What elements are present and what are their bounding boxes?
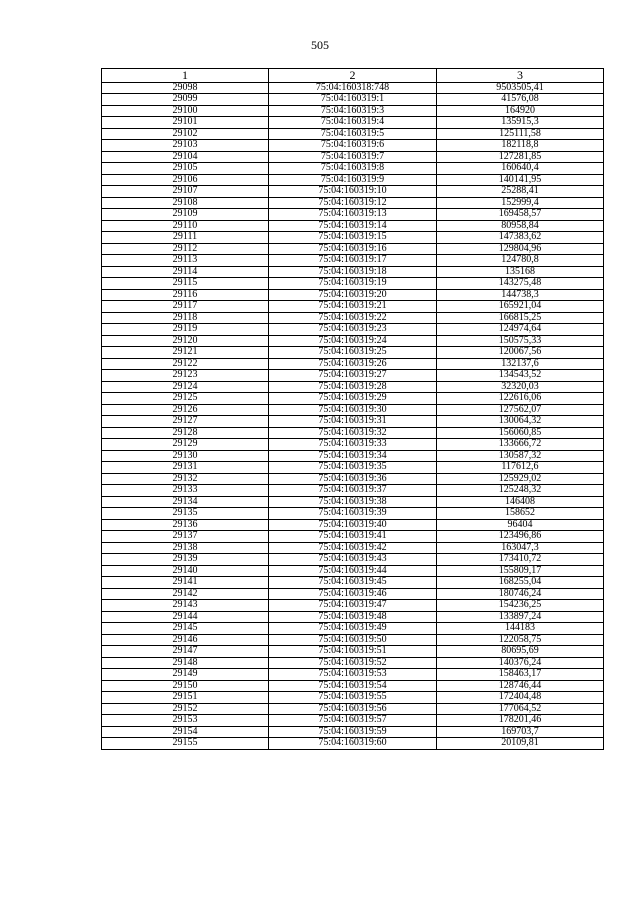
- cell-cadastral-number: 75:04:160319:21: [269, 301, 437, 313]
- cell-value: 169703,7: [437, 726, 604, 738]
- cell-value: 41576,08: [437, 94, 604, 106]
- cell-number: 29109: [102, 209, 269, 221]
- table-row: [102, 324, 604, 336]
- cell-number: 29140: [102, 565, 269, 577]
- cell-cadastral-number: 75:04:160319:54: [269, 680, 437, 692]
- cell-cadastral-number: 75:04:160319:42: [269, 542, 437, 554]
- table-row: [102, 508, 604, 520]
- cell-value: 164920: [437, 105, 604, 117]
- cell-number: 29146: [102, 634, 269, 646]
- table-row: [102, 703, 604, 715]
- cell-value: 173410,72: [437, 554, 604, 566]
- cell-cadastral-number: 75:04:160319:25: [269, 347, 437, 359]
- cell-cadastral-number: 75:04:160319:35: [269, 462, 437, 474]
- table-row: [102, 726, 604, 738]
- cadastral-value-table: [101, 68, 604, 750]
- cell-cadastral-number: 75:04:160319:60: [269, 738, 437, 750]
- cell-number: 29115: [102, 278, 269, 290]
- cell-value: 133897,24: [437, 611, 604, 623]
- cell-value: 124974,64: [437, 324, 604, 336]
- table-row: [102, 669, 604, 681]
- table-row: [102, 370, 604, 382]
- cell-value: 9503505,41: [437, 82, 604, 94]
- table-row: [102, 393, 604, 405]
- cell-value: 158652: [437, 508, 604, 520]
- cell-value: 156060,85: [437, 427, 604, 439]
- cell-number: 29148: [102, 657, 269, 669]
- cell-cadastral-number: 75:04:160319:45: [269, 577, 437, 589]
- table-row: [102, 485, 604, 497]
- cell-number: 29141: [102, 577, 269, 589]
- table-row: [102, 186, 604, 198]
- cell-value: 128746,44: [437, 680, 604, 692]
- cell-value: 117612,6: [437, 462, 604, 474]
- table-body: [102, 82, 604, 749]
- cell-cadastral-number: 75:04:160319:30: [269, 404, 437, 416]
- cell-number: 29139: [102, 554, 269, 566]
- cell-number: 29105: [102, 163, 269, 175]
- cell-value: 80958,84: [437, 220, 604, 232]
- table-row: [102, 588, 604, 600]
- cell-number: 29143: [102, 600, 269, 612]
- cell-number: 29122: [102, 358, 269, 370]
- cell-cadastral-number: 75:04:160319:15: [269, 232, 437, 244]
- table-row: [102, 335, 604, 347]
- cell-cadastral-number: 75:04:160319:20: [269, 289, 437, 301]
- cell-number: 29108: [102, 197, 269, 209]
- table-row: [102, 140, 604, 152]
- cell-number: 29142: [102, 588, 269, 600]
- cell-number: 29098: [102, 82, 269, 94]
- cell-number: 29138: [102, 542, 269, 554]
- table-row: [102, 404, 604, 416]
- cell-cadastral-number: 75:04:160319:47: [269, 600, 437, 612]
- table-row: [102, 289, 604, 301]
- cell-number: 29111: [102, 232, 269, 244]
- cell-cadastral-number: 75:04:160319:53: [269, 669, 437, 681]
- cell-cadastral-number: 75:04:160319:50: [269, 634, 437, 646]
- cell-value: 127562,07: [437, 404, 604, 416]
- table-row: [102, 450, 604, 462]
- table-row: [102, 600, 604, 612]
- cell-cadastral-number: 75:04:160319:40: [269, 519, 437, 531]
- cell-value: 123496,86: [437, 531, 604, 543]
- cell-cadastral-number: 75:04:160319:6: [269, 140, 437, 152]
- table-row: [102, 623, 604, 635]
- cell-cadastral-number: 75:04:160319:33: [269, 439, 437, 451]
- table-row: [102, 82, 604, 94]
- cell-value: 125248,32: [437, 485, 604, 497]
- table-row: [102, 554, 604, 566]
- cell-number: 29131: [102, 462, 269, 474]
- cell-number: 29120: [102, 335, 269, 347]
- cell-cadastral-number: 75:04:160319:18: [269, 266, 437, 278]
- cell-value: 96404: [437, 519, 604, 531]
- table-row: [102, 427, 604, 439]
- table-row: [102, 358, 604, 370]
- cell-value: 140141,95: [437, 174, 604, 186]
- cell-value: 169458,57: [437, 209, 604, 221]
- table-row: [102, 577, 604, 589]
- cell-cadastral-number: 75:04:160319:4: [269, 117, 437, 129]
- cell-value: 165921,04: [437, 301, 604, 313]
- cell-value: 20109,81: [437, 738, 604, 750]
- cell-number: 29133: [102, 485, 269, 497]
- table-row: [102, 657, 604, 669]
- cell-number: 29147: [102, 646, 269, 658]
- cell-cadastral-number: 75:04:160319:19: [269, 278, 437, 290]
- table-row: [102, 232, 604, 244]
- cell-value: 166815,25: [437, 312, 604, 324]
- column-header-cadastral-number: 2: [269, 69, 437, 83]
- cell-cadastral-number: 75:04:160319:17: [269, 255, 437, 267]
- cell-number: 29126: [102, 404, 269, 416]
- cell-cadastral-number: 75:04:160319:32: [269, 427, 437, 439]
- cell-cadastral-number: 75:04:160319:41: [269, 531, 437, 543]
- cell-value: 120067,56: [437, 347, 604, 359]
- cell-cadastral-number: 75:04:160319:52: [269, 657, 437, 669]
- cell-cadastral-number: 75:04:160319:48: [269, 611, 437, 623]
- cell-cadastral-number: 75:04:160319:1: [269, 94, 437, 106]
- table-row: [102, 347, 604, 359]
- cell-value: 143275,48: [437, 278, 604, 290]
- table-row: [102, 715, 604, 727]
- table-row: [102, 243, 604, 255]
- cell-cadastral-number: 75:04:160319:26: [269, 358, 437, 370]
- cell-number: 29144: [102, 611, 269, 623]
- cell-number: 29130: [102, 450, 269, 462]
- cell-number: 29117: [102, 301, 269, 313]
- cell-number: 29102: [102, 128, 269, 140]
- cell-cadastral-number: 75:04:160319:31: [269, 416, 437, 428]
- table-row: [102, 634, 604, 646]
- cell-number: 29103: [102, 140, 269, 152]
- table-row: [102, 738, 604, 750]
- cell-cadastral-number: 75:04:160319:49: [269, 623, 437, 635]
- cell-number: 29107: [102, 186, 269, 198]
- table-row: [102, 611, 604, 623]
- cell-cadastral-number: 75:04:160319:12: [269, 197, 437, 209]
- cell-value: 158463,17: [437, 669, 604, 681]
- cell-value: 130587,32: [437, 450, 604, 462]
- cell-cadastral-number: 75:04:160319:51: [269, 646, 437, 658]
- cell-number: 29153: [102, 715, 269, 727]
- cell-cadastral-number: 75:04:160319:24: [269, 335, 437, 347]
- cell-cadastral-number: 75:04:160319:22: [269, 312, 437, 324]
- cell-value: 135915,3: [437, 117, 604, 129]
- cell-value: 146408: [437, 496, 604, 508]
- table-row: [102, 209, 604, 221]
- table-row: [102, 105, 604, 117]
- cell-cadastral-number: 75:04:160319:55: [269, 692, 437, 704]
- table-row: [102, 312, 604, 324]
- cell-number: 29137: [102, 531, 269, 543]
- cell-value: 163047,3: [437, 542, 604, 554]
- cell-number: 29150: [102, 680, 269, 692]
- cell-cadastral-number: 75:04:160319:38: [269, 496, 437, 508]
- table-row: [102, 151, 604, 163]
- cell-number: 29125: [102, 393, 269, 405]
- cell-cadastral-number: 75:04:160319:46: [269, 588, 437, 600]
- cell-number: 29135: [102, 508, 269, 520]
- cell-number: 29149: [102, 669, 269, 681]
- table-row: [102, 278, 604, 290]
- cell-cadastral-number: 75:04:160319:44: [269, 565, 437, 577]
- cell-value: 182118,8: [437, 140, 604, 152]
- cell-number: 29101: [102, 117, 269, 129]
- cell-value: 134543,52: [437, 370, 604, 382]
- table-row: [102, 646, 604, 658]
- table-row: [102, 542, 604, 554]
- cell-number: 29151: [102, 692, 269, 704]
- cell-value: 154236,25: [437, 600, 604, 612]
- table-row: [102, 197, 604, 209]
- cell-number: 29110: [102, 220, 269, 232]
- cell-value: 135168: [437, 266, 604, 278]
- cell-number: 29113: [102, 255, 269, 267]
- table-row: [102, 496, 604, 508]
- cell-cadastral-number: 75:04:160319:34: [269, 450, 437, 462]
- table-row: [102, 381, 604, 393]
- table-row: [102, 565, 604, 577]
- cell-value: 160640,4: [437, 163, 604, 175]
- cell-cadastral-number: 75:04:160319:13: [269, 209, 437, 221]
- cell-value: 152999,4: [437, 197, 604, 209]
- cell-number: 29112: [102, 243, 269, 255]
- cell-number: 29121: [102, 347, 269, 359]
- cell-number: 29136: [102, 519, 269, 531]
- table-row: [102, 255, 604, 267]
- cell-value: 147383,62: [437, 232, 604, 244]
- table-row: [102, 462, 604, 474]
- cell-number: 29119: [102, 324, 269, 336]
- cell-cadastral-number: 75:04:160319:5: [269, 128, 437, 140]
- page-number: 505: [311, 38, 329, 52]
- cell-number: 29116: [102, 289, 269, 301]
- cell-value: 32320,03: [437, 381, 604, 393]
- cell-cadastral-number: 75:04:160319:37: [269, 485, 437, 497]
- cell-cadastral-number: 75:04:160319:57: [269, 715, 437, 727]
- cell-number: 29152: [102, 703, 269, 715]
- cell-value: 177064,52: [437, 703, 604, 715]
- cell-cadastral-number: 75:04:160319:27: [269, 370, 437, 382]
- cell-value: 130064,32: [437, 416, 604, 428]
- cell-cadastral-number: 75:04:160319:9: [269, 174, 437, 186]
- cell-cadastral-number: 75:04:160319:10: [269, 186, 437, 198]
- table-row: [102, 220, 604, 232]
- cell-value: 140376,24: [437, 657, 604, 669]
- cell-number: 29124: [102, 381, 269, 393]
- cell-value: 80695,69: [437, 646, 604, 658]
- cell-number: 29128: [102, 427, 269, 439]
- cell-cadastral-number: 75:04:160319:7: [269, 151, 437, 163]
- cell-cadastral-number: 75:04:160319:56: [269, 703, 437, 715]
- cell-cadastral-number: 75:04:160319:23: [269, 324, 437, 336]
- table-row: [102, 692, 604, 704]
- cell-value: 144183: [437, 623, 604, 635]
- cell-cadastral-number: 75:04:160319:29: [269, 393, 437, 405]
- cell-value: 122616,06: [437, 393, 604, 405]
- table-row: [102, 531, 604, 543]
- cell-value: 168255,04: [437, 577, 604, 589]
- cell-number: 29106: [102, 174, 269, 186]
- cell-value: 124780,8: [437, 255, 604, 267]
- cell-value: 144738,3: [437, 289, 604, 301]
- cell-cadastral-number: 75:04:160319:39: [269, 508, 437, 520]
- cell-number: 29127: [102, 416, 269, 428]
- cell-number: 29118: [102, 312, 269, 324]
- cell-value: 150575,33: [437, 335, 604, 347]
- cell-cadastral-number: 75:04:160318:748: [269, 82, 437, 94]
- table-row: [102, 174, 604, 186]
- cell-value: 129804,96: [437, 243, 604, 255]
- cell-number: 29104: [102, 151, 269, 163]
- table-row: [102, 301, 604, 313]
- cell-cadastral-number: 75:04:160319:8: [269, 163, 437, 175]
- cell-number: 29123: [102, 370, 269, 382]
- cell-value: 125929,02: [437, 473, 604, 485]
- table-row: [102, 266, 604, 278]
- cell-value: 125111,58: [437, 128, 604, 140]
- cell-cadastral-number: 75:04:160319:3: [269, 105, 437, 117]
- cell-value: 172404,48: [437, 692, 604, 704]
- cell-value: 178201,46: [437, 715, 604, 727]
- cell-cadastral-number: 75:04:160319:43: [269, 554, 437, 566]
- table-row: [102, 680, 604, 692]
- cell-value: 180746,24: [437, 588, 604, 600]
- table-row: [102, 163, 604, 175]
- cell-number: 29145: [102, 623, 269, 635]
- cell-number: 29132: [102, 473, 269, 485]
- cell-number: 29100: [102, 105, 269, 117]
- column-header-number: 1: [102, 69, 269, 83]
- cell-number: 29154: [102, 726, 269, 738]
- cell-value: 133666,72: [437, 439, 604, 451]
- cell-number: 29099: [102, 94, 269, 106]
- table-row: [102, 416, 604, 428]
- cell-cadastral-number: 75:04:160319:28: [269, 381, 437, 393]
- cell-cadastral-number: 75:04:160319:16: [269, 243, 437, 255]
- table-row: [102, 473, 604, 485]
- table-row: [102, 117, 604, 129]
- cell-value: 25288,41: [437, 186, 604, 198]
- table-row: [102, 519, 604, 531]
- cell-value: 122058,75: [437, 634, 604, 646]
- cell-value: 127281,85: [437, 151, 604, 163]
- column-header-value: 3: [437, 69, 604, 83]
- cell-number: 29155: [102, 738, 269, 750]
- cell-value: 132137,6: [437, 358, 604, 370]
- cell-number: 29129: [102, 439, 269, 451]
- table-row: [102, 94, 604, 106]
- cell-number: 29114: [102, 266, 269, 278]
- table-row: [102, 128, 604, 140]
- table-row: [102, 439, 604, 451]
- table-header-row: [102, 69, 604, 83]
- cell-cadastral-number: 75:04:160319:59: [269, 726, 437, 738]
- cell-value: 155809,17: [437, 565, 604, 577]
- cell-number: 29134: [102, 496, 269, 508]
- cell-cadastral-number: 75:04:160319:14: [269, 220, 437, 232]
- cell-cadastral-number: 75:04:160319:36: [269, 473, 437, 485]
